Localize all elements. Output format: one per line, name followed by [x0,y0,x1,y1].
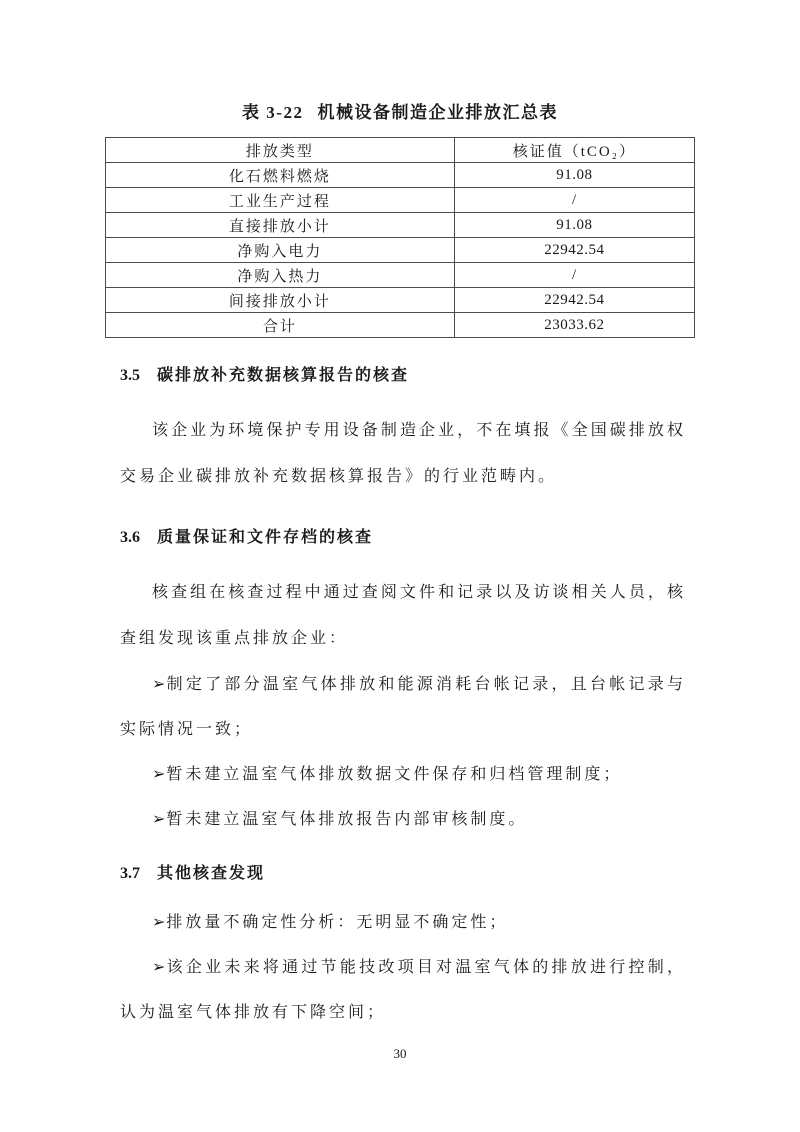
page-number: 30 [393,1046,407,1061]
section-number: 3.6 [120,529,140,546]
table-caption [105,98,695,128]
emission-type-cell: 间接排放小计 [106,288,455,313]
table-row [106,288,695,313]
section-title: 其他核查发现 [157,865,266,882]
verified-value-cell: 91.08 [454,213,694,238]
table-row [106,263,695,288]
emission-type-cell: 化石燃料燃烧 [106,163,455,188]
bullet-text: 暂未建立温室气体排放报告内部审核制度。 [166,811,528,828]
bullet-text: 暂未建立温室气体排放数据文件保存和归档管理制度； [166,766,623,783]
bullet-item [120,752,686,797]
table-row [106,188,695,213]
emission-type-cell: 净购入电力 [106,238,455,263]
table-row [106,213,695,238]
verified-value-cell: 23033.62 [454,313,694,338]
section-heading-3-7 [120,862,686,886]
bullet-item [120,797,686,842]
arrow-bullet-icon: ➢ [152,914,166,931]
emission-type-cell: 合计 [106,313,455,338]
column-header-emission-type: 排放类型 [106,138,455,163]
verified-value-cell: / [454,263,694,288]
table-row [106,313,695,338]
bullet-text: 排放量不确定性分析：无明显不确定性； [166,914,509,931]
table-row [106,238,695,263]
section-title: 碳排放补充数据核算报告的核查 [157,367,410,384]
verified-value-cell: 22942.54 [454,288,694,313]
section-heading-3-5 [120,364,686,388]
bullet-item [120,945,686,1035]
emissions-summary-table [105,137,695,338]
arrow-bullet-icon: ➢ [152,676,166,693]
table-row [106,163,695,188]
paragraph: 该企业为环境保护专用设备制造企业，不在填报《全国碳排放权交易企业碳排放补充数据核算报告》的行业范畴内。 [120,422,686,485]
bullet-item [120,900,686,945]
table-header-row [106,138,695,163]
column-header-verified-value: 核证值（tCO₂） [454,138,694,163]
arrow-bullet-icon: ➢ [152,811,166,828]
table-caption-title: 机械设备制造企业排放汇总表 [317,103,558,122]
emission-type-cell: 净购入热力 [106,263,455,288]
bullet-item [120,662,686,752]
verified-value-cell: 91.08 [454,163,694,188]
emission-type-cell: 直接排放小计 [106,213,455,238]
paragraph: 核查组在核查过程中通过查阅文件和记录以及访谈相关人员，核查组发现该重点排放企业： [120,584,686,647]
section-heading-3-6 [120,526,686,550]
arrow-bullet-icon: ➢ [152,766,166,783]
table-caption-number: 表 3-22 [242,103,304,122]
verified-value-cell: 22942.54 [454,238,694,263]
section-number: 3.7 [120,865,140,882]
emission-type-cell: 工业生产过程 [106,188,455,213]
arrow-bullet-icon: ➢ [152,959,166,976]
section-number: 3.5 [120,367,140,384]
section-title: 质量保证和文件存档的核查 [157,529,374,546]
bullet-text: 制定了部分温室气体排放和能源消耗台帐记录，且台帐记录与实际情况一致； [120,676,686,738]
bullet-text: 该企业未来将通过节能技改项目对温室气体的排放进行控制，认为温室气体排放有下降空间； [120,959,686,1021]
verified-value-cell: / [454,188,694,213]
